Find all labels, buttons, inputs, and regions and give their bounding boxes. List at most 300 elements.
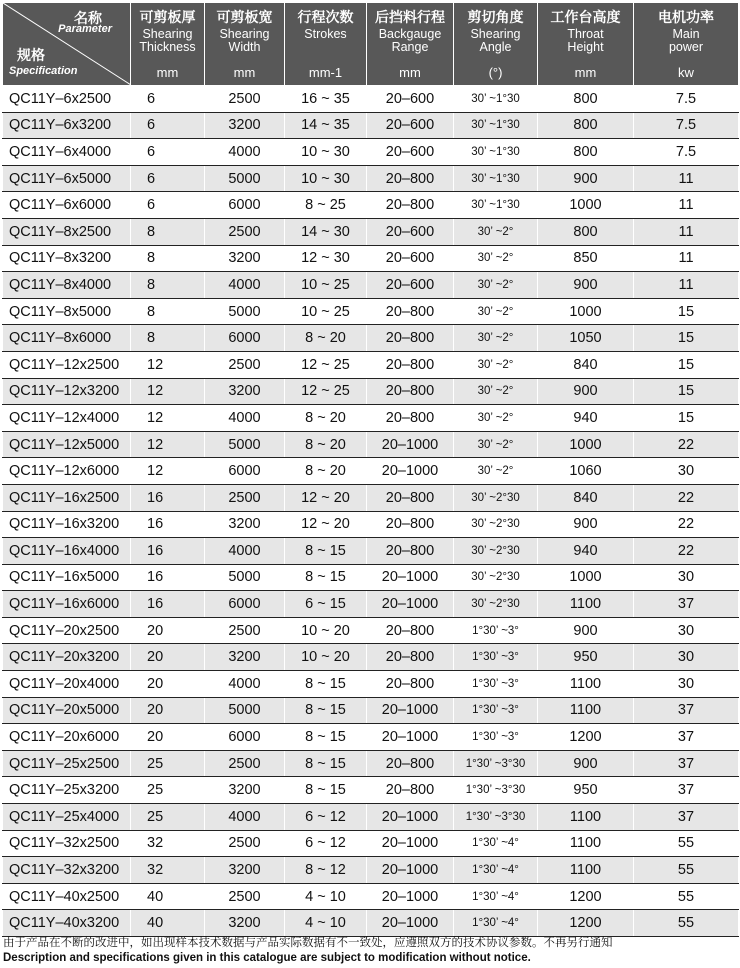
cell-power: 37 [634,750,739,777]
table-row [3,777,739,804]
cell-throat: 1100 [538,857,634,884]
cell-strokes: 10 ~ 25 [285,272,367,299]
table-row [3,591,739,618]
cell-angle: 30’ ~2° [454,298,538,325]
cell-thickness: 6 [131,112,205,139]
header-backgauge-unit: mm [399,65,421,80]
cell-throat: 900 [538,165,634,192]
table-row [3,325,739,352]
cell-backgauge: 20–1000 [367,697,454,724]
cell-angle: 1°30’ ~3° [454,644,538,671]
cell-backgauge: 20–600 [367,139,454,166]
cell-thickness: 12 [131,458,205,485]
cell-model: QC11Y–32x3200 [3,857,131,884]
cell-thickness: 12 [131,431,205,458]
cell-power: 11 [634,192,739,219]
cell-model: QC11Y–40x3200 [3,910,131,937]
cell-power: 15 [634,378,739,405]
cell-strokes: 12 ~ 25 [285,351,367,378]
cell-power: 22 [634,431,739,458]
cell-angle: 1°30’ ~3° [454,724,538,751]
cell-model: QC11Y–25x2500 [3,750,131,777]
cell-backgauge: 20–800 [367,777,454,804]
cell-model: QC11Y–16x3200 [3,511,131,538]
cell-model: QC11Y–16x5000 [3,564,131,591]
cell-power: 30 [634,564,739,591]
cell-backgauge: 20–1000 [367,431,454,458]
table-row [3,883,739,910]
cell-throat: 900 [538,617,634,644]
cell-angle: 30’ ~2° [454,458,538,485]
cell-model: QC11Y–12x5000 [3,431,131,458]
cell-model: QC11Y–12x2500 [3,351,131,378]
cell-strokes: 10 ~ 30 [285,139,367,166]
cell-thickness: 32 [131,857,205,884]
cell-angle: 30’ ~2° [454,272,538,299]
cell-power: 22 [634,484,739,511]
header-spec-cn: 规格 [17,47,45,63]
table-row [3,218,739,245]
cell-thickness: 16 [131,538,205,565]
cell-strokes: 8 ~ 15 [285,777,367,804]
cell-width: 5000 [205,564,285,591]
header-row [3,3,739,86]
table-row [3,511,739,538]
header-angle-unit: (°) [488,65,503,80]
cell-strokes: 6 ~ 15 [285,591,367,618]
header-power [634,3,739,86]
table-row [3,804,739,831]
cell-width: 6000 [205,325,285,352]
cell-thickness: 16 [131,484,205,511]
cell-throat: 950 [538,777,634,804]
cell-backgauge: 20–800 [367,538,454,565]
cell-strokes: 4 ~ 10 [285,883,367,910]
cell-throat: 1100 [538,671,634,698]
cell-model: QC11Y–32x2500 [3,830,131,857]
cell-width: 3200 [205,112,285,139]
cell-power: 55 [634,857,739,884]
header-backgauge [367,3,454,86]
cell-angle: 30’ ~1°30 [454,165,538,192]
cell-throat: 800 [538,112,634,139]
table-row [3,351,739,378]
cell-thickness: 12 [131,378,205,405]
header-throat-en-2: Height [567,40,604,54]
cell-thickness: 20 [131,697,205,724]
table-row [3,910,739,937]
cell-model: QC11Y–25x4000 [3,804,131,831]
cell-width: 4000 [205,139,285,166]
cell-width: 3200 [205,511,285,538]
table-row [3,564,739,591]
cell-model: QC11Y–6x2500 [3,86,131,113]
cell-backgauge: 20–1000 [367,591,454,618]
cell-thickness: 20 [131,644,205,671]
cell-throat: 800 [538,139,634,166]
cell-model: QC11Y–16x2500 [3,484,131,511]
cell-angle: 1°30’ ~4° [454,883,538,910]
cell-width: 2500 [205,883,285,910]
cell-thickness: 32 [131,830,205,857]
cell-strokes: 8 ~ 15 [285,724,367,751]
cell-thickness: 25 [131,777,205,804]
cell-angle: 1°30’ ~3°30 [454,804,538,831]
cell-backgauge: 20–800 [367,511,454,538]
cell-strokes: 8 ~ 20 [285,405,367,432]
cell-thickness: 12 [131,351,205,378]
cell-power: 37 [634,804,739,831]
cell-backgauge: 20–800 [367,165,454,192]
cell-power: 7.5 [634,112,739,139]
table-row [3,139,739,166]
cell-throat: 1200 [538,910,634,937]
cell-model: QC11Y–8x6000 [3,325,131,352]
table-row [3,458,739,485]
header-width-cn: 可剪板宽 [216,9,273,25]
cell-angle: 1°30’ ~4° [454,857,538,884]
cell-power: 55 [634,883,739,910]
header-throat-en-1: Throat [567,27,604,41]
cell-strokes: 12 ~ 20 [285,484,367,511]
cell-thickness: 6 [131,86,205,113]
cell-backgauge: 20–800 [367,298,454,325]
cell-backgauge: 20–1000 [367,857,454,884]
cell-width: 2500 [205,830,285,857]
table-row [3,538,739,565]
cell-width: 6000 [205,192,285,219]
cell-width: 4000 [205,538,285,565]
cell-throat: 800 [538,86,634,113]
cell-width: 3200 [205,644,285,671]
cell-angle: 30’ ~1°30 [454,86,538,113]
header-thickness [131,3,205,86]
cell-angle: 1°30’ ~4° [454,830,538,857]
cell-power: 7.5 [634,86,739,113]
cell-power: 11 [634,218,739,245]
header-width-en-1: Shearing [219,27,270,41]
header-angle-en-2: Angle [479,40,512,54]
table-row [3,724,739,751]
cell-strokes: 14 ~ 30 [285,218,367,245]
cell-model: QC11Y–6x4000 [3,139,131,166]
header-parameter-en: Parameter [58,23,112,35]
header-thickness-unit: mm [156,65,179,80]
cell-thickness: 16 [131,591,205,618]
cell-model: QC11Y–6x3200 [3,112,131,139]
cell-angle: 30’ ~2°30 [454,511,538,538]
cell-width: 4000 [205,272,285,299]
cell-thickness: 8 [131,272,205,299]
cell-width: 6000 [205,591,285,618]
cell-backgauge: 20–1000 [367,724,454,751]
cell-angle: 30’ ~2°30 [454,538,538,565]
table-row [3,671,739,698]
cell-model: QC11Y–8x4000 [3,272,131,299]
cell-model: QC11Y–12x3200 [3,378,131,405]
cell-strokes: 8 ~ 15 [285,697,367,724]
cell-throat: 800 [538,218,634,245]
cell-power: 15 [634,298,739,325]
cell-width: 4000 [205,405,285,432]
cell-model: QC11Y–8x2500 [3,218,131,245]
cell-backgauge: 20–800 [367,671,454,698]
cell-power: 37 [634,777,739,804]
spec-table [2,2,739,937]
cell-thickness: 12 [131,405,205,432]
cell-backgauge: 20–1000 [367,883,454,910]
cell-thickness: 8 [131,218,205,245]
cell-angle: 1°30’ ~3°30 [454,750,538,777]
header-parameter-cn: 名称 [74,10,102,26]
cell-angle: 30’ ~1°30 [454,192,538,219]
cell-angle: 1°30’ ~3° [454,617,538,644]
cell-power: 22 [634,538,739,565]
cell-width: 2500 [205,484,285,511]
cell-model: QC11Y–16x4000 [3,538,131,565]
header-strokes-unit: mm-1 [308,65,343,80]
table-row [3,857,739,884]
cell-power: 22 [634,511,739,538]
cell-thickness: 25 [131,804,205,831]
cell-model: QC11Y–20x5000 [3,697,131,724]
footer-notes [3,936,737,966]
table-row [3,192,739,219]
cell-width: 3200 [205,378,285,405]
cell-strokes: 8 ~ 20 [285,458,367,485]
cell-strokes: 10 ~ 20 [285,617,367,644]
cell-throat: 1000 [538,564,634,591]
header-thickness-en-1: Shearing [142,27,193,41]
cell-thickness: 40 [131,910,205,937]
table-row [3,378,739,405]
table-row [3,484,739,511]
header-power-en-1: Main [672,27,700,41]
cell-power: 30 [634,458,739,485]
header-power-en-2: power [668,40,704,54]
header-width [205,3,285,86]
cell-strokes: 8 ~ 15 [285,750,367,777]
cell-backgauge: 20–1000 [367,804,454,831]
cell-thickness: 8 [131,298,205,325]
cell-strokes: 8 ~ 20 [285,325,367,352]
cell-backgauge: 20–1000 [367,458,454,485]
spec-table-body [3,86,739,937]
cell-width: 4000 [205,804,285,831]
cell-thickness: 16 [131,564,205,591]
cell-width: 5000 [205,298,285,325]
cell-model: QC11Y–25x3200 [3,777,131,804]
cell-model: QC11Y–20x4000 [3,671,131,698]
cell-power: 15 [634,405,739,432]
header-power-unit: kw [678,65,694,80]
header-throat-unit: mm [574,65,597,80]
cell-power: 11 [634,272,739,299]
cell-angle: 30’ ~2° [454,245,538,272]
header-thickness-en-2: Thickness [139,40,196,54]
cell-backgauge: 20–800 [367,192,454,219]
table-row [3,165,739,192]
cell-angle: 1°30’ ~3° [454,671,538,698]
cell-model: QC11Y–20x2500 [3,617,131,644]
cell-thickness: 6 [131,139,205,166]
cell-width: 5000 [205,697,285,724]
cell-thickness: 16 [131,511,205,538]
cell-throat: 900 [538,511,634,538]
cell-backgauge: 20–800 [367,617,454,644]
table-row [3,245,739,272]
header-angle-cn: 剪切角度 [467,9,524,25]
header-angle [454,3,538,86]
cell-throat: 1000 [538,298,634,325]
cell-angle: 30’ ~2° [454,378,538,405]
cell-angle: 30’ ~2° [454,405,538,432]
cell-width: 2500 [205,351,285,378]
cell-strokes: 8 ~ 15 [285,671,367,698]
cell-strokes: 8 ~ 15 [285,564,367,591]
cell-model: QC11Y–20x6000 [3,724,131,751]
cell-strokes: 12 ~ 30 [285,245,367,272]
cell-width: 2500 [205,86,285,113]
cell-thickness: 8 [131,245,205,272]
table-row [3,405,739,432]
cell-throat: 940 [538,405,634,432]
cell-throat: 1100 [538,591,634,618]
cell-model: QC11Y–8x5000 [3,298,131,325]
footer-note-en: Description and specifications given in this catalogue are subject to modification without notice. [3,952,531,964]
cell-backgauge: 20–800 [367,351,454,378]
cell-strokes: 6 ~ 12 [285,804,367,831]
table-row [3,112,739,139]
cell-throat: 1050 [538,325,634,352]
cell-backgauge: 20–800 [367,484,454,511]
cell-model: QC11Y–6x6000 [3,192,131,219]
table-row [3,86,739,113]
header-backgauge-en-1: Backgauge [378,27,442,41]
table-row [3,272,739,299]
cell-model: QC11Y–20x3200 [3,644,131,671]
cell-backgauge: 20–600 [367,218,454,245]
cell-angle: 30’ ~1°30 [454,139,538,166]
header-backgauge-cn: 后挡料行程 [375,9,445,25]
header-width-unit: mm [233,65,256,80]
header-strokes [285,3,367,86]
cell-power: 11 [634,245,739,272]
cell-strokes: 8 ~ 15 [285,538,367,565]
cell-thickness: 20 [131,671,205,698]
table-row [3,644,739,671]
table-row [3,431,739,458]
table-row [3,697,739,724]
cell-angle: 30’ ~2° [454,218,538,245]
cell-strokes: 16 ~ 35 [285,86,367,113]
cell-strokes: 10 ~ 25 [285,298,367,325]
cell-thickness: 8 [131,325,205,352]
cell-model: QC11Y–12x6000 [3,458,131,485]
cell-thickness: 20 [131,724,205,751]
cell-thickness: 40 [131,883,205,910]
cell-angle: 30’ ~2° [454,325,538,352]
cell-throat: 1060 [538,458,634,485]
cell-throat: 900 [538,378,634,405]
cell-backgauge: 20–800 [367,644,454,671]
cell-throat: 900 [538,272,634,299]
cell-backgauge: 20–800 [367,750,454,777]
cell-backgauge: 20–800 [367,325,454,352]
cell-power: 55 [634,910,739,937]
cell-angle: 1°30’ ~3° [454,697,538,724]
cell-backgauge: 20–600 [367,245,454,272]
cell-throat: 900 [538,750,634,777]
cell-backgauge: 20–1000 [367,564,454,591]
header-throat-cn: 工作台高度 [550,9,621,25]
cell-angle: 30’ ~2°30 [454,591,538,618]
cell-model: QC11Y–16x6000 [3,591,131,618]
footer-note-cn: 由于产品在不断的改进中，如出现样本技术数据与产品实际数据有不一致处，应遵照双方的技术协议参数。不再另行通知 [3,937,613,949]
cell-model: QC11Y–40x2500 [3,883,131,910]
cell-model: QC11Y–8x3200 [3,245,131,272]
table-row [3,298,739,325]
header-backgauge-en-2: Range [391,40,429,54]
cell-power: 30 [634,644,739,671]
cell-width: 4000 [205,671,285,698]
cell-throat: 1000 [538,431,634,458]
cell-throat: 1100 [538,804,634,831]
header-spec-corner [3,3,131,86]
cell-width: 5000 [205,431,285,458]
cell-throat: 940 [538,538,634,565]
cell-strokes: 10 ~ 20 [285,644,367,671]
cell-power: 37 [634,591,739,618]
cell-throat: 1000 [538,192,634,219]
cell-angle: 30’ ~2° [454,351,538,378]
cell-angle: 30’ ~2°30 [454,564,538,591]
cell-thickness: 25 [131,750,205,777]
cell-power: 7.5 [634,139,739,166]
header-strokes-cn: 行程次数 [297,9,354,25]
cell-throat: 1100 [538,697,634,724]
header-width-en-2: Width [228,40,261,54]
cell-width: 6000 [205,724,285,751]
table-row [3,830,739,857]
cell-power: 37 [634,697,739,724]
header-angle-en-1: Shearing [470,27,521,41]
cell-width: 3200 [205,777,285,804]
cell-backgauge: 20–600 [367,86,454,113]
cell-backgauge: 20–1000 [367,910,454,937]
cell-angle: 1°30’ ~3°30 [454,777,538,804]
cell-strokes: 14 ~ 35 [285,112,367,139]
cell-strokes: 8 ~ 25 [285,192,367,219]
cell-model: QC11Y–12x4000 [3,405,131,432]
cell-strokes: 10 ~ 30 [285,165,367,192]
table-row [3,750,739,777]
table-row [3,617,739,644]
cell-backgauge: 20–600 [367,272,454,299]
cell-width: 2500 [205,617,285,644]
cell-throat: 850 [538,245,634,272]
cell-thickness: 6 [131,192,205,219]
cell-power: 15 [634,325,739,352]
cell-throat: 1200 [538,724,634,751]
cell-angle: 30’ ~2° [454,431,538,458]
cell-strokes: 12 ~ 20 [285,511,367,538]
cell-power: 37 [634,724,739,751]
cell-power: 55 [634,830,739,857]
cell-power: 15 [634,351,739,378]
cell-width: 2500 [205,750,285,777]
header-spec-en: Specification [9,65,78,77]
